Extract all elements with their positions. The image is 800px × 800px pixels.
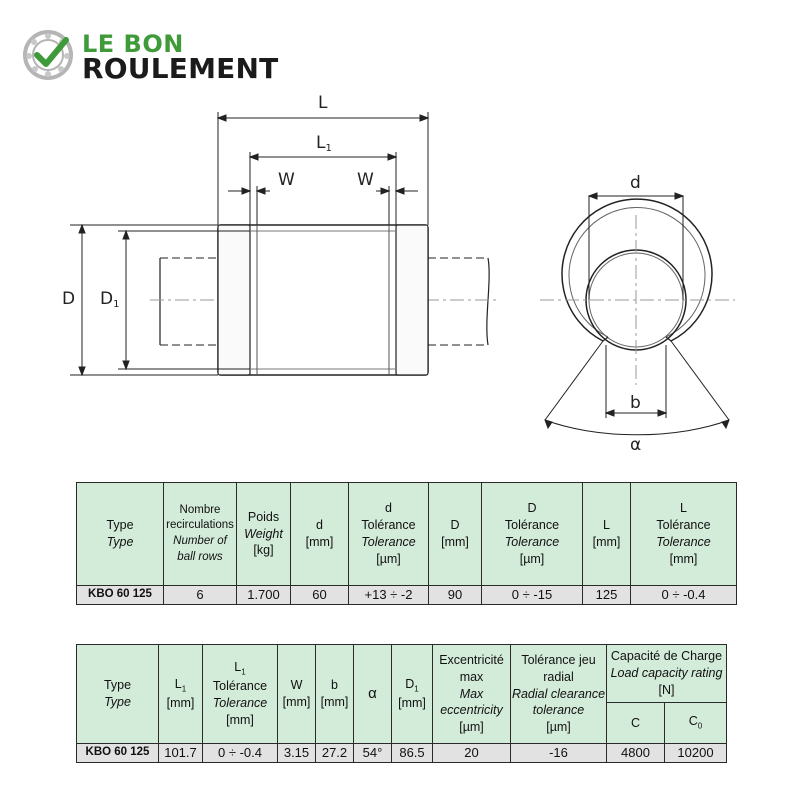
header-L: L [mm] (583, 483, 631, 586)
header-load-capacity: Capacité de Charge Load capacity rating [N] (607, 645, 727, 703)
label-d: d (630, 173, 641, 193)
header-C0: $C_0$ (665, 703, 727, 744)
cell-D1: 86.5 (392, 744, 433, 763)
cell-type: KBO 60 125 (77, 744, 159, 763)
header-D1: $D_1$ [mm] (392, 645, 433, 744)
label-D: D (62, 289, 76, 309)
header-L1-tolerance: $L_1$ Tolérance Tolerance [mm] (203, 645, 278, 744)
bearing-drawing (0, 90, 800, 470)
bearing-check-icon (22, 28, 78, 84)
header-b: b [mm] (316, 645, 354, 744)
header-eccentricity: Excentricité max Max eccentricity [µm] (433, 645, 511, 744)
cell-d: 60 (291, 586, 349, 605)
cell-alpha: 54° (354, 744, 392, 763)
cell-D: 90 (429, 586, 482, 605)
cell-eccentricity: 20 (433, 744, 511, 763)
table-row (77, 586, 737, 605)
header-radial-clearance: Tolérance jeu radial Radial clearance tolerance [µm] (511, 645, 607, 744)
spec-table-1 (76, 482, 737, 605)
label-D1: D1 (100, 289, 120, 310)
cell-weight: 1.700 (237, 586, 291, 605)
cell-radial-clearance: -16 (511, 744, 607, 763)
cell-L1: 101.7 (159, 744, 203, 763)
cell-L1-tolerance: 0 ÷ -0.4 (203, 744, 278, 763)
cell-d-tolerance: +13 ÷ -2 (349, 586, 429, 605)
header-L-tolerance: L Tolérance Tolerance [mm] (631, 483, 737, 586)
cell-W: 3.15 (278, 744, 316, 763)
cell-L: 125 (583, 586, 631, 605)
header-d-tolerance: d Tolérance Tolerance [µm] (349, 483, 429, 586)
header-D: D [mm] (429, 483, 482, 586)
cell-ball-rows: 6 (164, 586, 237, 605)
header-C: C (607, 703, 665, 744)
header-W: W [mm] (278, 645, 316, 744)
table-row (77, 744, 727, 763)
label-W-left: W (278, 170, 295, 190)
brand-logo (22, 26, 302, 86)
label-L1: L1 (316, 133, 332, 154)
header-weight: Poids Weight [kg] (237, 483, 291, 586)
header-L1: $L_1$ [mm] (159, 645, 203, 744)
brand-line2: ROULEMENT (82, 52, 279, 85)
label-L: L (318, 93, 328, 113)
cell-b: 27.2 (316, 744, 354, 763)
header-alpha: α (354, 645, 392, 744)
cell-D-tolerance: 0 ÷ -15 (482, 586, 583, 605)
cell-type: KBO 60 125 (77, 586, 164, 605)
cell-L-tolerance: 0 ÷ -0.4 (631, 586, 737, 605)
outer-ring (562, 199, 712, 341)
header-type: Type Type (77, 645, 159, 744)
brand-line1: LE BON (82, 30, 184, 58)
header-d: d [mm] (291, 483, 349, 586)
label-alpha: α (630, 435, 642, 455)
header-D-tolerance: D Tolérance Tolerance [µm] (482, 483, 583, 586)
label-W-right: W (357, 170, 374, 190)
label-b: b (630, 393, 641, 413)
header-ball-rows: Nombre recirculations Number of ball rows (164, 483, 237, 586)
spec-table-2 (76, 644, 727, 763)
header-type: Type Type (77, 483, 164, 586)
cell-C: 4800 (607, 744, 665, 763)
cell-C0: 10200 (665, 744, 727, 763)
